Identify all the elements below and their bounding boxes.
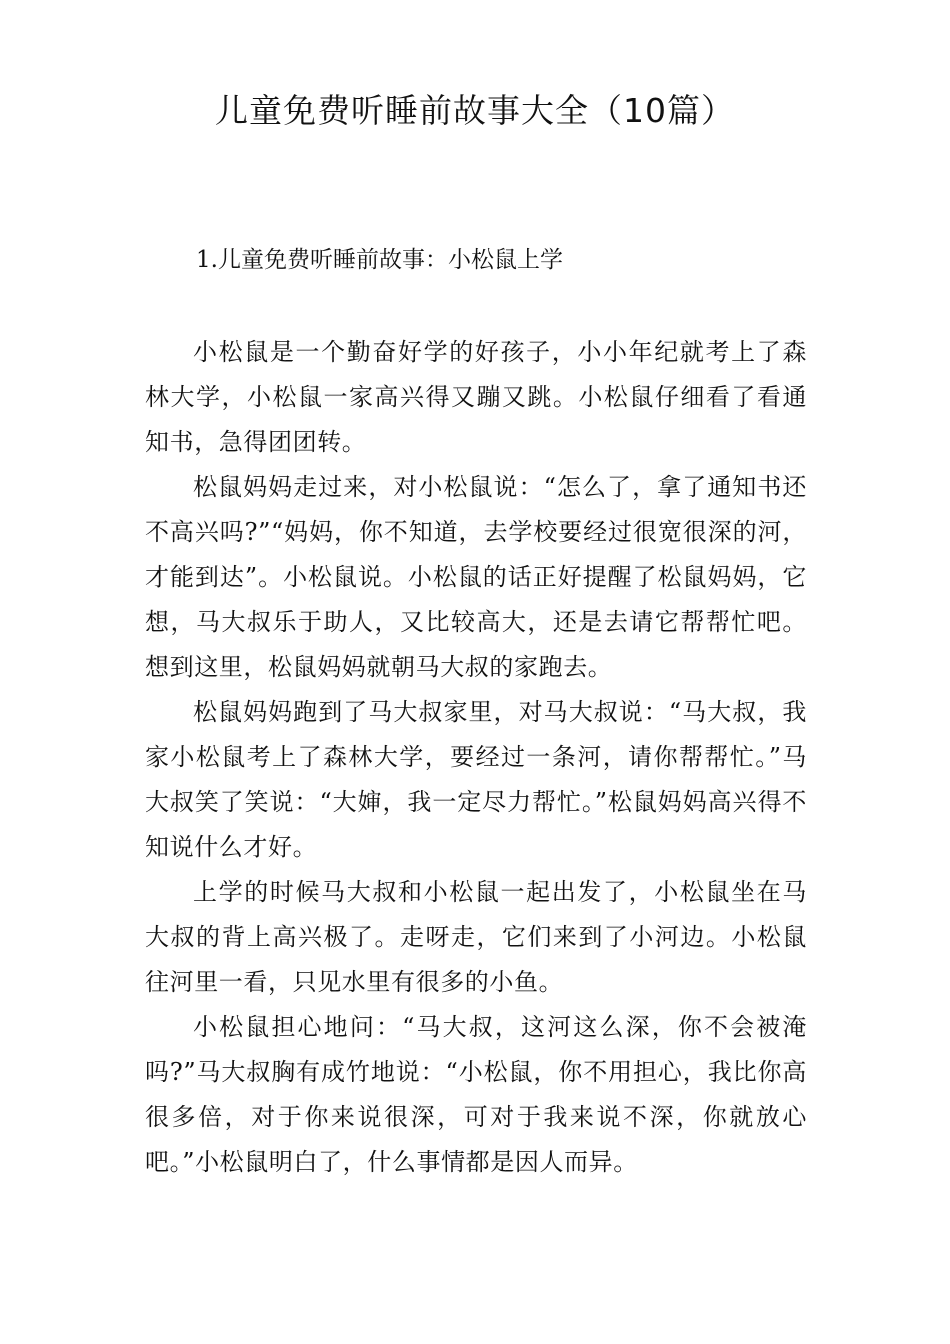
section-heading: 1.儿童免费听睡前故事：小松鼠上学: [196, 247, 563, 273]
story-paragraph: 松鼠妈妈跑到了马大叔家里，对马大叔说：“马大叔，我家小松鼠考上了森林大学，要经过一条河，请你帮帮忙。”马大叔笑了笑说：“大婶，我一定尽力帮忙。”松鼠妈妈高兴得不知说什么才好。: [145, 698, 807, 861]
story-paragraph: 上学的时候马大叔和小松鼠一起出发了，小松鼠坐在马大叔的背上高兴极了。走呀走，它们来到了小河边。小松鼠往河里一看，只见水里有很多的小鱼。: [145, 878, 807, 996]
story-paragraph: 小松鼠担心地问：“马大叔，这河这么深，你不会被淹吗?”马大叔胸有成竹地说：“小松鼠，你不用担心，我比你高很多倍，对于你来说很深，可对于我来说不深，你就放心吧。”小松鼠明白了，什么事情都是因人而异。: [145, 1013, 807, 1176]
story-paragraph: 松鼠妈妈走过来，对小松鼠说：“怎么了，拿了通知书还不高兴吗?”“妈妈，你不知道，去学校要经过很宽很深的河，才能到达”。小松鼠说。小松鼠的话正好提醒了松鼠妈妈，它想，马大叔乐于助人，又比较高大，还是去请它帮帮忙吧。想到这里，松鼠妈妈就朝马大叔的家跑去。: [145, 473, 807, 681]
story-paragraph: 小松鼠是一个勤奋好学的好孩子，小小年纪就考上了森林大学，小松鼠一家高兴得又蹦又跳。小松鼠仔细看了看通知书，急得团团转。: [145, 338, 807, 456]
story-body: [145, 330, 807, 1185]
document-title: 儿童免费听睡前故事大全（10篇）: [215, 91, 735, 130]
